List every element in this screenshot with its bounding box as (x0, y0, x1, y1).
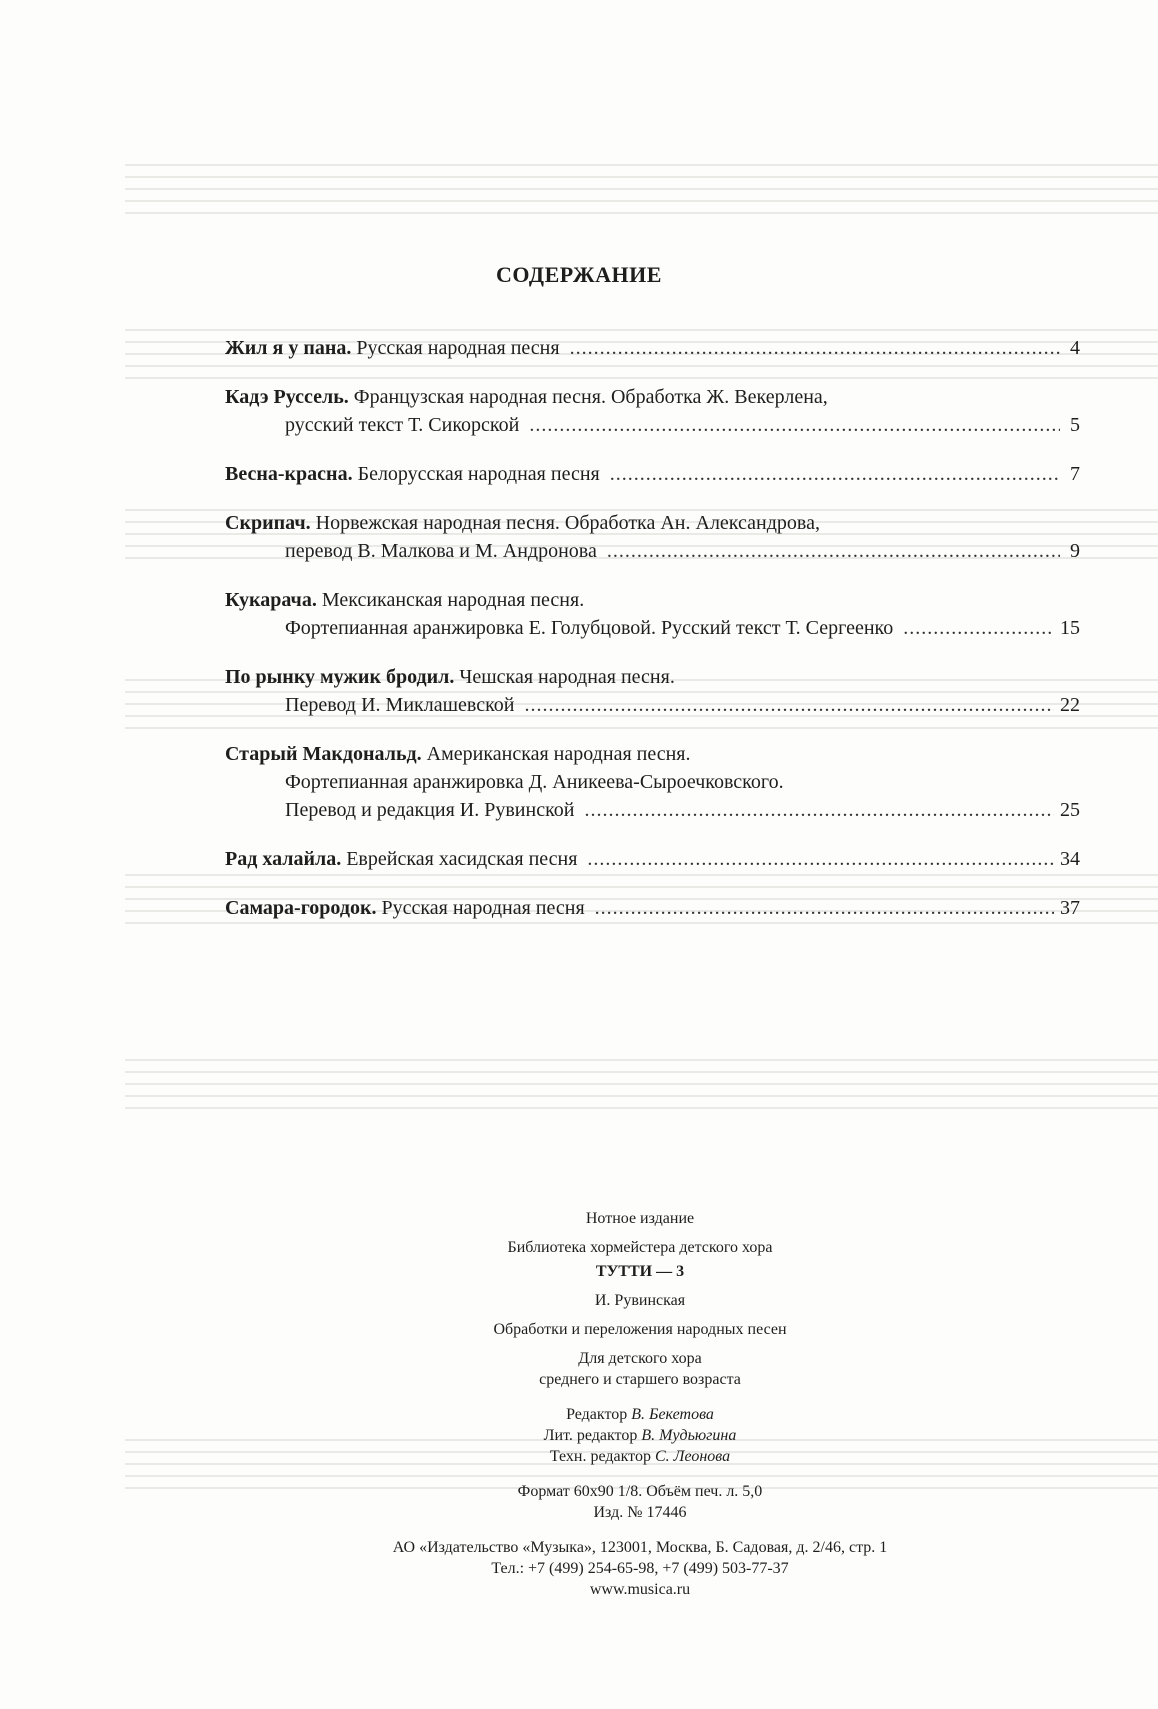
toc-entry-title: Рад халайла. (225, 848, 342, 870)
toc-entry[interactable] (225, 509, 1080, 565)
toc-entry-text: Норвежская народная песня. Обработка Ан. Александрова, (315, 512, 820, 534)
author-name: И. Рувинская (594, 1292, 686, 1309)
toc-entry-line (225, 586, 1080, 614)
toc-entry-text: Американская народная песня. (426, 743, 691, 765)
toc-entry-title: Кадэ Руссель. (225, 386, 349, 408)
publisher-phone: Тел.: +7 (499) 254-65-98, +7 (499) 503-77-37 (491, 1560, 789, 1577)
toc-entry-text: Чешская народная песня. (459, 666, 675, 688)
toc-entry-page: 25 (1060, 799, 1080, 821)
leader-dots (610, 460, 1060, 488)
toc-entry-text: Белорусская народная песня (357, 463, 600, 485)
toc-entry-text: русский текст Т. Сикорской (285, 414, 520, 436)
toc-entry-line (225, 509, 1080, 537)
toc-entry-line (225, 740, 1080, 768)
edition-type: Нотное издание (585, 1210, 695, 1227)
leader-dots (595, 894, 1054, 922)
table-of-contents (225, 334, 1080, 922)
toc-entry-text: перевод В. Малкова и М. Андронова (285, 540, 597, 562)
leader-dots (529, 411, 1060, 439)
editor-label: Редактор (566, 1406, 628, 1423)
toc-entry-title: Скрипач. (225, 512, 311, 534)
toc-entry-title: Весна-красна. (225, 463, 353, 485)
leader-dots (525, 691, 1055, 719)
toc-entry-line (225, 663, 1080, 691)
leader-dots (587, 845, 1054, 873)
toc-entry[interactable] (225, 740, 1080, 824)
toc-entry[interactable] (225, 894, 1080, 922)
toc-entry-line (225, 383, 1080, 411)
toc-entry-page: 7 (1070, 463, 1080, 485)
toc-entry-page: 37 (1060, 897, 1080, 919)
toc-entry-title: Кукарача. (225, 589, 317, 611)
toc-entry-line (225, 411, 1080, 439)
toc-entry-text: Французская народная песня. Обработка Ж. Векерлена, (353, 386, 828, 408)
toc-entry[interactable] (225, 845, 1080, 873)
toc-entry-text: Перевод И. Миклашевской (285, 694, 515, 716)
editor-name: В. Бекетова (631, 1406, 714, 1423)
toc-entry-line (225, 614, 1080, 642)
toc-entry-line (225, 537, 1080, 565)
tech-editor-name: С. Леонова (654, 1448, 731, 1465)
toc-entry-line (225, 845, 1080, 873)
leader-dots (607, 537, 1060, 565)
tech-editor-label: Техн. редактор (549, 1448, 651, 1465)
leader-dots (585, 796, 1055, 824)
toc-entry[interactable] (225, 586, 1080, 642)
toc-entry-line (225, 796, 1080, 824)
toc-entry-text: Перевод и редакция И. Рувинской (285, 799, 575, 821)
imprint-block (330, 1208, 950, 1600)
toc-entry-text: Русская народная песня (356, 337, 560, 359)
toc-entry-line (225, 334, 1080, 362)
publisher-website[interactable]: www.musica.ru (589, 1581, 691, 1598)
toc-entry[interactable] (225, 663, 1080, 719)
book-title: ТУТТИ — 3 (595, 1263, 685, 1280)
lit-editor-name: В. Мудьюгина (641, 1427, 737, 1444)
lit-editor-credit (330, 1425, 950, 1446)
toc-entry-page: 34 (1060, 848, 1080, 870)
toc-entry-line (225, 460, 1080, 488)
toc-heading: СОДЕРЖАНИЕ (496, 262, 662, 287)
format-info: Формат 60x90 1/8. Объём печ. л. 5,0 (517, 1483, 763, 1500)
book-subtitle: Обработки и переложения народных песен (493, 1321, 787, 1338)
staff-group (125, 165, 1158, 213)
editor-credit (330, 1404, 950, 1425)
leader-dots (570, 334, 1060, 362)
staff-group (125, 1060, 1158, 1108)
toc-entry-title: Жил я у пана. (225, 337, 352, 359)
toc-entry-title: Старый Макдональд. (225, 743, 422, 765)
lit-editor-label: Лит. редактор (543, 1427, 638, 1444)
toc-entry-text: Еврейская хасидская песня (346, 848, 578, 870)
toc-entry[interactable] (225, 334, 1080, 362)
toc-entry-title: По рынку мужик бродил. (225, 666, 455, 688)
leader-dots (903, 614, 1054, 642)
audience-line: Для детского хора (578, 1350, 702, 1367)
toc-entry-text: Русская народная песня (381, 897, 585, 919)
toc-entry-page: 5 (1070, 414, 1080, 436)
toc-entry-page: 4 (1070, 337, 1080, 359)
tech-editor-credit (330, 1446, 950, 1467)
toc-entry-text: Мексиканская народная песня. (321, 589, 585, 611)
toc-entry-page: 15 (1060, 617, 1080, 639)
issue-number: Изд. № 17446 (593, 1504, 687, 1521)
toc-entry[interactable] (225, 383, 1080, 439)
publisher-address: АО «Издательство «Музыка», 123001, Москва, Б. Садовая, д. 2/46, стр. 1 (392, 1539, 888, 1556)
toc-entry-line (225, 894, 1080, 922)
toc-entry-title: Самара-городок. (225, 897, 377, 919)
toc-entry-line (225, 768, 1080, 796)
series-name: Библиотека хормейстера детского хора (507, 1239, 773, 1256)
audience-line: среднего и старшего возраста (539, 1371, 741, 1388)
toc-entry-page: 22 (1060, 694, 1080, 716)
toc-entry-text: Фортепианная аранжировка Д. Аникеева-Сыроечковского. (285, 771, 784, 793)
toc-entry-text: Фортепианная аранжировка Е. Голубцовой. Русский текст Т. Сергеенко (285, 617, 894, 639)
toc-entry[interactable] (225, 460, 1080, 488)
toc-entry-line (225, 691, 1080, 719)
toc-entry-page: 9 (1070, 540, 1080, 562)
